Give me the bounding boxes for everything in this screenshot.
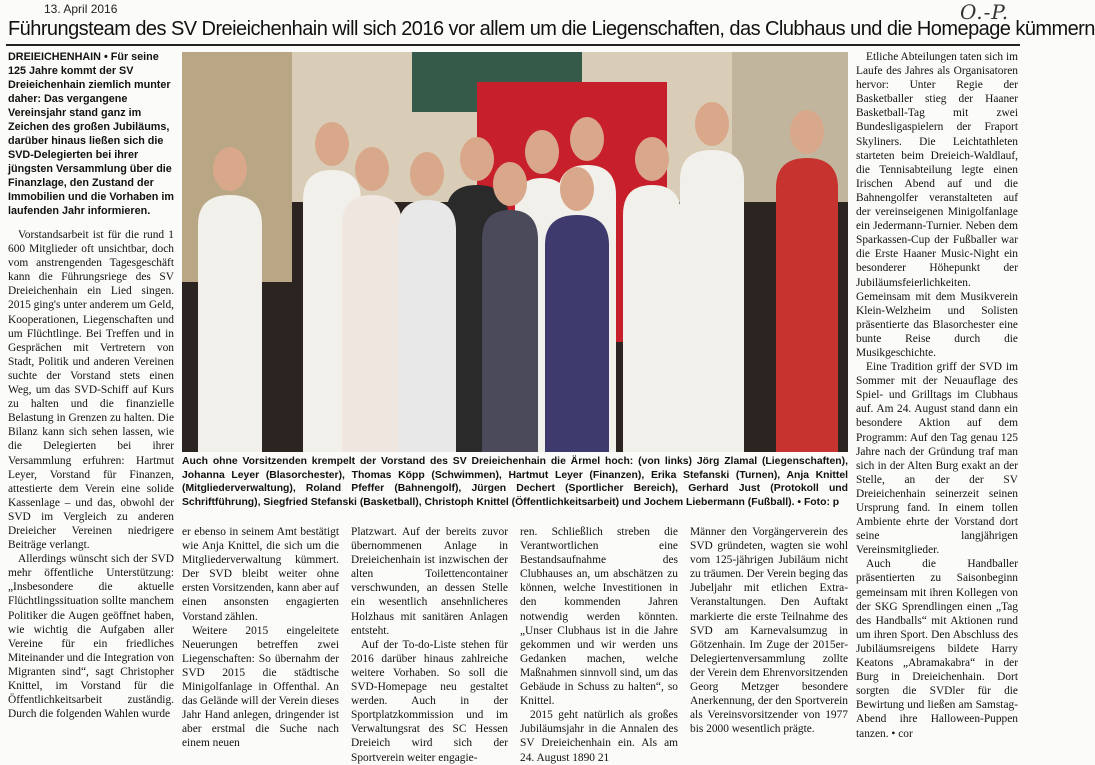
dateline: DREIEICHENHAIN (8, 51, 101, 63)
column-3 (351, 525, 508, 764)
column-4 (520, 525, 678, 764)
lead-text: • Für seine 125 Jahre kommt der SV Dreieichenhain ziemlich munter daher: Das vergangene Vereinsjahr stand ganz im Zeichen des großen Jubiläums, darüber hinaus ließen sich die SVD-Delegierten bei ihrer jüngsten Versammlung über die Finanzlage, den Zustand der Immobilien und die Vorhaben im laufenden Jahr informieren. (8, 51, 174, 217)
column-2 (182, 525, 339, 755)
headline-rule (6, 44, 1020, 46)
column-1-paragraph-2: Allerdings wünscht sich der SVD mehr öffentliche Unterstützung: „Insbesondere die aktuelle Flüchtlingssituation sollte manchem Politiker die Augen geöffnet haben, wie wichtig die Aufgaben aller Vereine für ein friedliches Miteinander und die Integration von Migranten sind“, sagt Christopher Knittel, im Vorstand für die Öffentlichkeitsarbeit zuständig. Durch die folgenden Wahlen wurde (8, 553, 174, 721)
column-6-paragraph-1: Etliche Abteilungen taten sich im Laufe des Jahres als Organisatoren hervor: Unter Regie der Basketballer stieg der Haaner Basketball-Tag mit zwei Bundesligaspielern der Fraport Skyliners. Die Leichtathleten starteten beim Dreieich-Waldlauf, die Tennisabteilung legte einen Irischen Abend auf und die Bahnengolfer veranstalteten auf der vereinseigenen Minigolfanlage ein Jedermann-Turnier. Neben dem Sparkassen-Cup der Fußballer war die Erste Haaner Music-Night ein besonderer Höhepunkt der Jubiläumsfeierlichkeiten. Gemeinsam mit dem Musikverein Klein-Welzheim und Solisten präsentierte das Blasorchester eine bunte Reise durch die Musikgeschichte. (856, 51, 1018, 359)
article-headline: Führungsteam des SV Dreieichenhain will sich 2016 vor allem um die Liegenschaften, das Clubhaus und die Homepage kümmern (8, 18, 1095, 40)
handwritten-note: O.-P. (960, 0, 1010, 24)
column-5-paragraph-1: Männer den Vorgängerverein des SVD gründeten, wagten sie wohl vom 125-jährigen Jubiläum nicht zu träumen. Der Verein beging das Jubeljahr mit etlichen Extra-Veranstaltungen. Den Auftakt markierte die erste Teilnahme des SVD am Karnevalsumzug in Götzenhain. Im Zuge der 2015er-Delegiertenversammlung zollte der Verein dem Ehrenvorsitzenden Georg Metzger besondere Anerkennung, der den Sportverein als Vereinsvorsitzender von 1977 bis 2000 wesentlich prägte. (690, 526, 848, 736)
column-2-paragraph-2: Weitere 2015 eingeleitete Neuerungen betreffen zwei Liegenschaften: So übernahm der SVD 2015 die städtische Minigolfanlage in Offenthal. An das Gelände will der Verein dieses Jahr Hand anlegen, dringender ist aber erstmal die Suche nach einem neuen (182, 624, 339, 750)
column-4-paragraph-2: 2015 geht natürlich als großes Jubiläumsjahr in die Annalen des SV Dreieichenhain ein. Als am 24. August 1890 21 (520, 709, 678, 764)
team-photo-image (182, 52, 848, 452)
column-3-paragraph-1: Platzwart. Auf der bereits zuvor übernommenen Anlage in Dreieichenhain ist inzwischen der alten Toilettencontainer verschwunden, an dessen Stelle ein wesentlich ansehnlicheres Holzhaus mit sanitären Anlagen entsteht. (351, 526, 508, 637)
column-6-paragraph-3: Auch die Handballer präsentierten zu Saisonbeginn gemeinsam mit ihren Kollegen von der SKG Sprendlingen einen „Tag des Handballs“ mit Aktionen rund um ihren Sport. Den Abschluss des Jubiläumsreigens bildete Harry Keatons „Abramakabra“ in der Burg in Dreieichenhain. Dort sorgten die SVDler für die Bewirtung und ließen am Samstag-Abend ihre Halloween-Puppen tanzen. • cor (856, 558, 1018, 740)
column-5 (690, 525, 848, 755)
photo-credit: • Foto: p (794, 496, 840, 508)
caption-text: Auch ohne Vorsitzenden krempelt der Vorstand des SV Dreieichenhain die Ärmel hoch: (von links) Jörg Zlamal (Liegenschaften), Johanna Leyer (Blasorchester), Thomas Köpp (Schwimmen), Hartmut Leyer (Finanzen), Erika Stefanski (Turnen), Anja Knittel (Mitgliederverwaltung), Roland Pfeffer (Bahnengolf), Jürgen Dechert (Sportlicher Bereich), Gerhard Just (Protokoll und Schriftführung), Siegfried Stefanski (Basketball), Christoph Knittel (Öffentlichkeitsarbeit) und Jochem Liebermann (Fußball). (182, 456, 848, 508)
column-6 (856, 50, 1018, 754)
column-2-paragraph-1: er ebenso in seinem Amt bestätigt wie Anja Knittel, die sich um die Mitgliederverwaltung kümmert. Der SVD bleibt weiter ohne ersten Vorsitzenden, kann aber auf einen ansonsten engagierten Vorstand zählen. (182, 526, 339, 623)
team-photo (182, 52, 848, 452)
column-3-paragraph-2: Auf der To-do-Liste stehen für 2016 darüber hinaus zahlreiche weitere Vorhaben. So soll die SVD-Homepage neu gestaltet werden. Auch in der Sportplatzkommission und im Verwaltungsrat des SC Hessen Dreieich wird sich der Sportverein weiter engagie- (351, 638, 508, 764)
column-6-paragraph-2: Eine Tradition griff der SVD im Sommer mit der Neuauflage des Spiel- und Grilltags im Clubhaus auf. Am 24. August stand dann ein besondere Aktion auf dem Programm: Auf den Tag genau 125 Jahre nach der Gründung traf man sich in der Alten Burg exakt an der Stelle, an der der SV Dreieichenhain seinerzeit seinen Ursprung fand. In einem tollen Ambiente ehrte der Vorstand dort seine langjährigen Vereinsmitglieder. (856, 361, 1018, 557)
column-1 (8, 50, 174, 754)
column-4-paragraph-1: ren. Schließlich streben die Verantwortlichen eine Bestandsaufnahme des Clubhauses an, um abschätzen zu können, welche Investitionen in den kommenden Jahren notwendig werden könnten. „Unser Clubhaus ist in die Jahre gekommen und wir werden uns Gedanken machen, welche Maßnahmen sinnvoll sind, um das Gebäude in Schuss zu halten“, so Knittel. (520, 526, 678, 708)
column-1-paragraph-1: Vorstandsarbeit ist für die rund 1 600 Mitglieder oft unsichtbar, doch vom anstrengenden Tagesgeschäft kann die Führungsriege des SV Dreieichenhain ein Lied singen. 2015 ging's unter anderem um Geld, Kooperationen, Liegenschaften und um Flüchtlinge. Bei Treffen und in Gesprächen mit Vertretern von Stadt, Politik und anderen Vereinen suchte der Vorstand stets einen Weg, um das SVD-Schiff auf Kurs zu halten und die finanzielle Belastung in Grenzen zu halten. Die Bilanz kann sich sehen lassen, wie die Delegierten bei ihrer Versammlung erfuhren: Hartmut Leyer, Vorstand für Finanzen, attestierte dem Verein eine solide Kassenlage – und das, obwohl der SVD im Vergleich zu anderen Dreieicher Vereinen niedrigere Beiträge verlangt. (8, 229, 174, 552)
photo-caption (182, 455, 848, 509)
publication-date: 13. April 2016 (44, 2, 118, 16)
lead-paragraph (8, 50, 174, 218)
